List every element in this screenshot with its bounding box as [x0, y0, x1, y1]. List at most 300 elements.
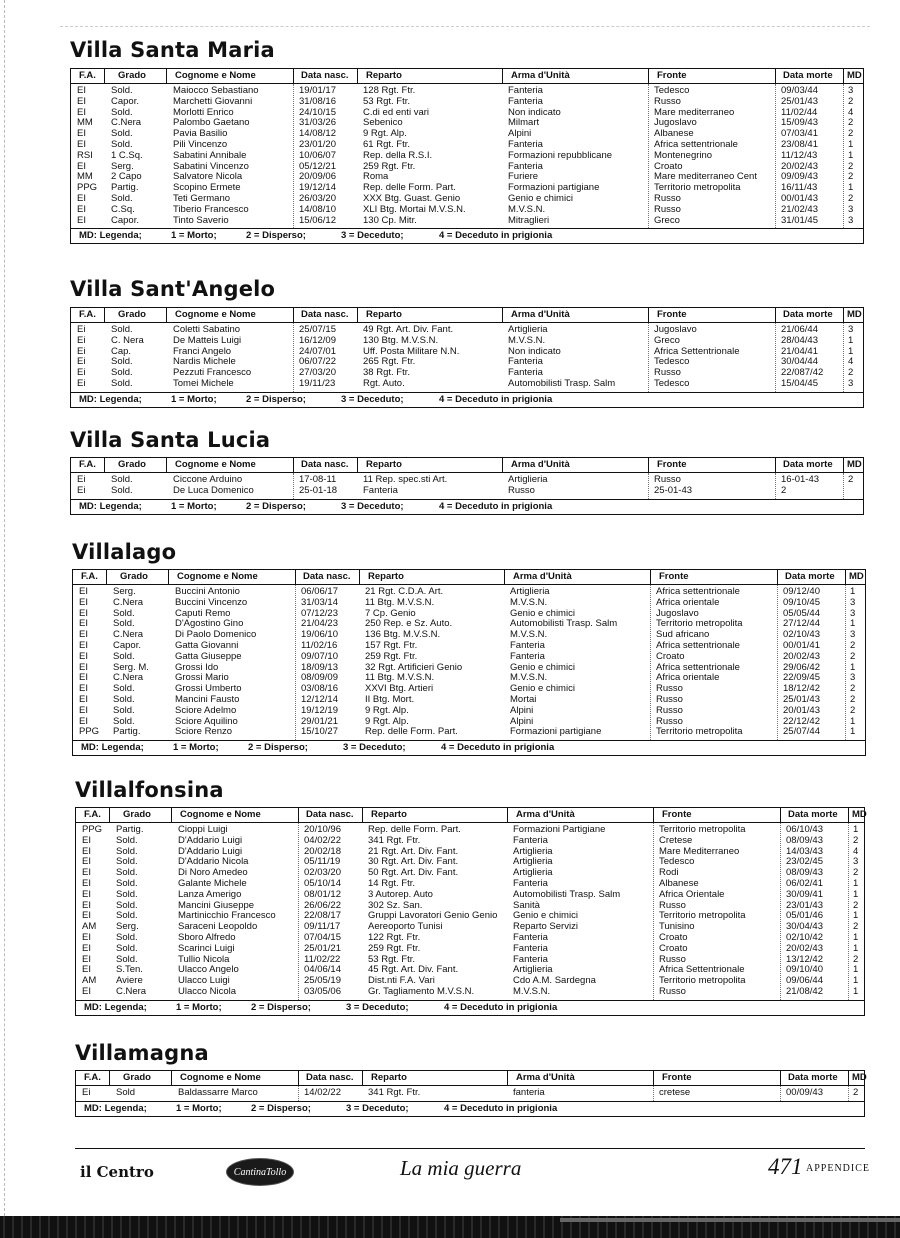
cell-arma: Fanteria: [513, 931, 548, 943]
cell-fa: Ei: [77, 474, 86, 485]
cell-md: 3: [850, 629, 856, 641]
header-divider: [843, 69, 844, 83]
cell-nome: Galante Michele: [178, 877, 247, 889]
cell-morte: 09/12/40: [783, 586, 820, 597]
cell-reparto: 53 Rgt. Ftr.: [363, 95, 410, 107]
header-divider: [848, 808, 849, 822]
cell-fronte: Territorio metropolita: [659, 975, 746, 987]
cell-md: 2: [850, 683, 856, 695]
cell-fa: EI: [82, 953, 91, 965]
cell-morte: 25/07/44: [783, 726, 820, 738]
table-row: [71, 486, 863, 497]
table-row: [71, 151, 863, 162]
header-divider: [359, 570, 360, 584]
page-margin-line: [4, 0, 5, 1216]
cell-fronte: Russo: [659, 985, 686, 997]
section-title: Villa Santa Lucia: [70, 428, 271, 452]
cell-morte: 30/04/44: [781, 356, 818, 368]
cell-nasc: 25-01-18: [299, 484, 338, 496]
cell-grado: Sold.: [113, 650, 135, 662]
cell-grado: Serg. M.: [113, 661, 149, 673]
casualty-table: [70, 457, 864, 515]
cell-md: 3: [848, 324, 854, 335]
legend-l3: 3 = Deceduto;: [341, 230, 404, 242]
cell-arma: M.V.S.N.: [508, 334, 546, 346]
cell-md: 3: [848, 377, 854, 389]
cell-nome: Sciore Aquilino: [175, 715, 238, 727]
table-row: [73, 598, 865, 609]
header-nasc: Data nasc.: [306, 809, 354, 820]
cell-morte: 20/02/43: [781, 160, 818, 172]
header-divider: [293, 308, 294, 322]
header-morte: Data morte: [788, 809, 838, 820]
cell-arma: Artiglieria: [513, 856, 553, 868]
cell-reparto: 11 Btg. M.V.S.N.: [365, 596, 435, 608]
cell-arma: M.V.S.N.: [510, 629, 548, 641]
cell-nome: Di Paolo Domenico: [175, 629, 257, 641]
legend-l1: 1 = Morto;: [171, 500, 217, 512]
cell-reparto: 50 Rgt. Art. Div. Fant.: [368, 867, 459, 879]
cell-nome: Teti Germano: [173, 192, 231, 204]
legend-l1: 1 = Morto;: [173, 742, 219, 754]
cell-nasc: 22/08/17: [304, 910, 341, 922]
cell-nome: Morlotti Enrico: [173, 106, 234, 118]
cell-reparto: 259 Rgt. Ftr.: [363, 160, 416, 172]
cell-arma: Artiglieria: [508, 324, 548, 335]
cell-fa: Ei: [77, 324, 86, 335]
cell-nasc: 25/07/15: [299, 324, 336, 335]
cell-fronte: Rodi: [659, 867, 679, 879]
header-md: MD: [847, 70, 862, 81]
cell-morte: 29/06/42: [783, 661, 820, 673]
cell-nome: Maiocco Sebastiano: [173, 85, 259, 96]
header-arma: Arma d'Unità: [513, 571, 572, 582]
cell-morte: 14/03/43: [786, 845, 823, 857]
cell-morte: 22/12/42: [783, 715, 820, 727]
column-divider: [653, 823, 654, 1000]
cell-morte: 23/01/43: [786, 899, 823, 911]
table-body: [71, 84, 863, 228]
cell-grado: Sold.: [113, 683, 135, 695]
cell-grado: Aviere: [116, 975, 143, 987]
header-fronte: Fronte: [657, 309, 687, 320]
cell-md: 1: [853, 964, 859, 976]
legend-l1: 1 = Morto;: [171, 230, 217, 242]
header-fronte: Fronte: [662, 809, 692, 820]
legend-l2: 2 = Disperso;: [246, 230, 306, 242]
cell-md: 3: [850, 596, 856, 608]
cell-nasc: 18/09/13: [301, 661, 338, 673]
cell-nasc: 12/12/14: [301, 693, 338, 705]
header-divider: [357, 69, 358, 83]
cell-arma: Genio e chimici: [510, 683, 575, 695]
section-title: Villalfonsina: [75, 778, 224, 802]
cell-nome: Tinto Saverio: [173, 214, 229, 226]
cell-nasc: 20/10/96: [304, 824, 341, 835]
cell-reparto: 128 Rgt. Ftr.: [363, 85, 416, 96]
cell-morte: 30/09/41: [786, 888, 823, 900]
cell-grado: C.Nera: [111, 117, 142, 129]
cell-morte: 21/04/41: [781, 345, 818, 357]
cell-nasc: 27/03/20: [299, 367, 336, 379]
cell-arma: Milmart: [508, 117, 540, 129]
header-grado: Grado: [120, 571, 148, 582]
cell-grado: Sold.: [111, 324, 133, 335]
cell-md: 4: [848, 106, 854, 118]
section-title: Villalago: [72, 540, 177, 564]
cell-nasc: 31/03/14: [301, 596, 338, 608]
header-arma: Arma d'Unità: [511, 70, 570, 81]
cell-fronte: Russo: [659, 953, 686, 965]
cell-reparto: Fanteria: [363, 484, 398, 496]
cell-nome: Sciore Renzo: [175, 726, 233, 738]
cell-grado: Sold.: [111, 367, 133, 379]
header-divider: [104, 308, 105, 322]
cell-arma: Genio e chimici: [508, 192, 573, 204]
cell-fa: EI: [82, 867, 91, 879]
legend-md: MD: Legenda;: [84, 1001, 147, 1013]
cell-grado: C.Sq.: [111, 203, 135, 215]
cell-arma: Formazioni partigiane: [510, 726, 602, 738]
cell-fa: EI: [82, 985, 91, 997]
cell-fa: EI: [79, 704, 88, 716]
casualty-table: [70, 307, 864, 408]
column-divider: [298, 1086, 299, 1101]
header-nome: Cognome e Nome: [180, 1072, 261, 1083]
cell-reparto: Rep. delle Form. Part.: [365, 726, 458, 738]
header-nasc: Data nasc.: [306, 1072, 354, 1083]
cell-fronte: Mare Mediterraneo: [659, 845, 740, 857]
cell-nasc: 25/01/21: [304, 942, 341, 954]
cell-nasc: 24/07/01: [299, 345, 336, 357]
cell-nasc: 05/12/21: [299, 160, 336, 172]
cell-morte: 18/12/42: [783, 683, 820, 695]
cell-grado: Capor.: [111, 214, 139, 226]
cell-nasc: 11/02/22: [304, 953, 341, 965]
cell-nasc: 24/10/15: [299, 106, 336, 118]
header-reparto: Reparto: [366, 70, 402, 81]
cell-md: 2: [848, 95, 854, 107]
legend-l2: 2 = Disperso;: [246, 393, 306, 405]
header-fa: F.A.: [79, 459, 96, 470]
header-divider: [780, 1071, 781, 1085]
cell-md: 1: [848, 149, 854, 161]
cell-md: 2: [848, 367, 854, 379]
cell-fa: EI: [77, 128, 86, 140]
cell-fronte: Russo: [654, 474, 681, 485]
cell-morte: 22/087/42: [781, 367, 824, 379]
cell-reparto: 38 Rgt. Ftr.: [363, 367, 410, 379]
header-divider: [104, 458, 105, 472]
cell-nasc: 20/09/06: [299, 171, 336, 183]
table-row: [71, 216, 863, 227]
cell-md: 3: [848, 203, 854, 215]
cell-arma: Genio e chimici: [513, 910, 578, 922]
cell-nome: D'Addario Nicola: [178, 856, 249, 868]
column-divider: [650, 585, 651, 740]
table-row: [71, 379, 863, 390]
header-fronte: Fronte: [657, 70, 687, 81]
cell-morte: 25/01/43: [781, 95, 818, 107]
cell-fa: EI: [77, 85, 86, 96]
cell-arma: Fanteria: [508, 138, 543, 150]
header-divider: [166, 308, 167, 322]
cell-nome: Tiberio Francesco: [173, 203, 249, 215]
legend-l2: 2 = Disperso;: [251, 1102, 311, 1114]
cell-nasc: 06/07/22: [299, 356, 336, 368]
cell-nome: Tullio Nicola: [178, 953, 230, 965]
cell-fa: EI: [77, 106, 86, 118]
cell-fronte: Croato: [656, 650, 685, 662]
cell-nome: Pavia Basilio: [173, 128, 228, 140]
cell-arma: Reparto Servizi: [513, 921, 578, 933]
header-md: MD: [852, 1072, 867, 1083]
table-body: [71, 323, 863, 392]
header-grado: Grado: [123, 1072, 151, 1083]
cell-md: 1: [853, 824, 859, 835]
cell-reparto: XXX Btg. Guast. Genio: [363, 192, 461, 204]
header-morte: Data morte: [783, 309, 833, 320]
cell-grado: Sold.: [116, 845, 138, 857]
header-divider: [357, 458, 358, 472]
header-reparto: Reparto: [371, 809, 407, 820]
legend-md: MD: Legenda;: [79, 230, 142, 242]
cell-reparto: 32 Rgt. Artificieri Genio: [365, 661, 463, 673]
cell-nome: Gatta Giovanni: [175, 639, 239, 651]
cell-nome: Buccini Antonio: [175, 586, 240, 597]
cell-grado: Capor.: [111, 95, 139, 107]
cell-morte: 16-01-43: [781, 474, 820, 485]
cell-nasc: 19/06/10: [301, 629, 338, 641]
cell-grado: Sold.: [116, 867, 138, 879]
cell-fronte: Russo: [654, 203, 681, 215]
cell-nasc: 21/04/23: [301, 618, 338, 630]
cell-nome: De Matteis Luigi: [173, 334, 242, 346]
cell-md: 2: [853, 953, 859, 965]
cell-nasc: 19/12/14: [299, 182, 336, 194]
cell-nome: Cioppi Luigi: [178, 824, 228, 835]
cell-morte: 30/04/43: [786, 921, 823, 933]
section-title: Villamagna: [75, 1041, 209, 1065]
cell-md: 3: [850, 607, 856, 619]
cell-nome: Caputi Remo: [175, 607, 231, 619]
cell-fa: EI: [82, 910, 91, 922]
column-divider: [295, 585, 296, 740]
cell-md: 2: [848, 171, 854, 183]
cell-md: 3: [848, 214, 854, 226]
cell-reparto: Sebenico: [363, 117, 403, 129]
header-md: MD: [847, 309, 862, 320]
cell-grado: C.Nera: [113, 672, 144, 684]
page-footer: [0, 1152, 900, 1192]
series-title: La mia guerra: [400, 1156, 522, 1180]
cell-grado: C.Nera: [113, 629, 144, 641]
cell-fa: EI: [77, 160, 86, 172]
page-number: 471: [768, 1154, 803, 1179]
cell-grado: Sold: [116, 1087, 136, 1098]
cell-fa: EI: [82, 845, 91, 857]
cell-fronte: Croato: [659, 931, 688, 943]
cell-fronte: Africa settentrionale: [656, 661, 740, 673]
cell-morte: 00/01/41: [783, 639, 820, 651]
cell-nome: Grossi Umberto: [175, 683, 242, 695]
legend-md: MD: Legenda;: [79, 393, 142, 405]
header-grado: Grado: [118, 70, 146, 81]
cell-morte: 2: [781, 484, 787, 496]
cell-nome: D'Addario Luigi: [178, 834, 243, 846]
cell-fronte: Russo: [654, 95, 681, 107]
legend-l1: 1 = Morto;: [171, 393, 217, 405]
cell-grado: 2 Capo: [111, 171, 142, 183]
header-divider: [650, 570, 651, 584]
header-fa: F.A.: [84, 1072, 101, 1083]
cell-fronte: Sud africano: [656, 629, 710, 641]
cell-arma: Fanteria: [513, 953, 548, 965]
cell-fronte: cretese: [659, 1087, 691, 1098]
cell-grado: C.Nera: [113, 596, 144, 608]
cell-fa: EI: [79, 693, 88, 705]
legend-md: MD: Legenda;: [79, 500, 142, 512]
table-header: [76, 1071, 867, 1086]
cell-arma: Non indicato: [508, 106, 561, 118]
header-grado: Grado: [123, 809, 151, 820]
cell-md: 1: [853, 985, 859, 997]
cell-md: 2: [853, 899, 859, 911]
footer-rule: [75, 1148, 865, 1149]
cell-grado: Sold.: [116, 942, 138, 954]
cell-morte: 21/08/42: [786, 985, 823, 997]
cell-nome: Ulacco Luigi: [178, 975, 230, 987]
cell-reparto: XXVI Btg. Artieri: [365, 683, 434, 695]
cell-morte: 25/01/43: [783, 693, 820, 705]
header-divider: [166, 69, 167, 83]
cell-reparto: 21 Rgt. C.D.A. Art.: [365, 586, 444, 597]
cell-reparto: 9 Rgt. Alp.: [365, 715, 409, 727]
cell-fronte: Africa orientale: [656, 672, 720, 684]
cell-grado: Serg.: [116, 921, 139, 933]
header-arma: Arma d'Unità: [516, 1072, 575, 1083]
cell-morte: 16/11/43: [781, 182, 818, 194]
column-divider: [775, 84, 776, 228]
header-nome: Cognome e Nome: [175, 70, 256, 81]
cell-grado: Sold.: [113, 715, 135, 727]
cell-arma: Artiglieria: [513, 964, 553, 976]
cell-morte: 31/01/45: [781, 214, 818, 226]
cell-nasc: 07/04/15: [304, 931, 341, 943]
cell-reparto: 30 Rgt. Art. Div. Fant.: [368, 856, 459, 868]
legend-l2: 2 = Disperso;: [248, 742, 308, 754]
header-divider: [104, 69, 105, 83]
cell-grado: Sold.: [116, 953, 138, 965]
cell-fa: EI: [79, 715, 88, 727]
cell-nasc: 14/08/12: [299, 128, 336, 140]
cell-fronte: Tedesco: [659, 856, 695, 868]
header-divider: [168, 570, 169, 584]
table-body: [76, 1086, 864, 1101]
cell-fa: EI: [79, 607, 88, 619]
table-header: [71, 308, 863, 323]
header-divider: [848, 1071, 849, 1085]
cell-nome: Grossi Ido: [175, 661, 219, 673]
cell-nasc: 20/02/18: [304, 845, 341, 857]
header-divider: [775, 69, 776, 83]
cell-md: 2: [850, 650, 856, 662]
table-row: [71, 205, 863, 216]
table-body: [71, 473, 863, 499]
cell-nasc: 19/01/17: [299, 85, 336, 96]
cell-md: 4: [848, 356, 854, 368]
cell-grado: Sold.: [116, 899, 138, 911]
cell-reparto: XLI Btg. Mortai M.V.S.N.: [363, 203, 466, 215]
legend-l4: 4 = Deceduto in prigionia: [439, 230, 553, 242]
cell-fronte: Jugoslavo: [656, 607, 699, 619]
cell-fronte: Russo: [656, 704, 683, 716]
cell-arma: Cdo A.M. Sardegna: [513, 975, 596, 987]
cell-arma: Fanteria: [513, 877, 548, 889]
cell-arma: Sanità: [513, 899, 540, 911]
cell-md: 1: [848, 182, 854, 194]
cell-reparto: 9 Rgt. Alp.: [365, 704, 409, 716]
cell-morte: 06/10/43: [786, 824, 823, 835]
cell-grado: Sold.: [116, 910, 138, 922]
column-divider: [648, 323, 649, 392]
cell-arma: Russo: [508, 484, 535, 496]
md-legend: [73, 740, 865, 755]
legend-l4: 4 = Deceduto in prigionia: [441, 742, 555, 754]
cell-md: 4: [853, 845, 859, 857]
cell-morte: 23/02/45: [786, 856, 823, 868]
cell-fa: EI: [82, 899, 91, 911]
header-reparto: Reparto: [366, 309, 402, 320]
cell-md: 2: [853, 921, 859, 933]
cell-fa: Ei: [77, 334, 86, 346]
cell-arma: Artiglieria: [508, 474, 548, 485]
cell-grado: Sold.: [111, 484, 133, 496]
cell-fronte: Tedesco: [654, 377, 690, 389]
cell-reparto: 21 Rgt. Art. Div. Fant.: [368, 845, 459, 857]
cell-grado: Partig.: [113, 726, 141, 738]
cell-morte: 27/12/44: [783, 618, 820, 630]
cell-grado: Sold.: [116, 856, 138, 868]
cell-fronte: Mare mediterraneo: [654, 106, 735, 118]
cell-reparto: Gruppi Lavoratori Genio Genio: [368, 910, 498, 922]
cell-nome: Mancini Giuseppe: [178, 899, 255, 911]
cell-morte: 09/06/44: [786, 975, 823, 987]
header-divider: [843, 458, 844, 472]
cell-reparto: 302 Sz. San.: [368, 899, 423, 911]
cell-arma: Alpini: [508, 128, 532, 140]
legend-l2: 2 = Disperso;: [246, 500, 306, 512]
cell-md: 1: [853, 975, 859, 987]
header-divider: [295, 570, 296, 584]
cell-fa: EI: [82, 931, 91, 943]
cell-grado: Sold.: [113, 618, 135, 630]
table-row: [71, 336, 863, 347]
header-fa: F.A.: [84, 809, 101, 820]
header-reparto: Reparto: [366, 459, 402, 470]
cell-arma: M.V.S.N.: [510, 672, 548, 684]
cell-nasc: 09/11/17: [304, 921, 341, 933]
cell-nasc: 06/06/17: [301, 586, 338, 597]
cell-nome: Ciccone Arduino: [173, 474, 243, 485]
cell-fa: EI: [82, 877, 91, 889]
cell-fa: EI: [79, 661, 88, 673]
header-divider: [298, 1071, 299, 1085]
cell-reparto: 265 Rgt. Ftr.: [363, 356, 416, 368]
cell-fronte: Montenegrino: [654, 149, 713, 161]
cell-reparto: 341 Rgt. Ftr.: [368, 1087, 421, 1098]
sponsor-logo: CantinaTollo: [226, 1158, 294, 1186]
